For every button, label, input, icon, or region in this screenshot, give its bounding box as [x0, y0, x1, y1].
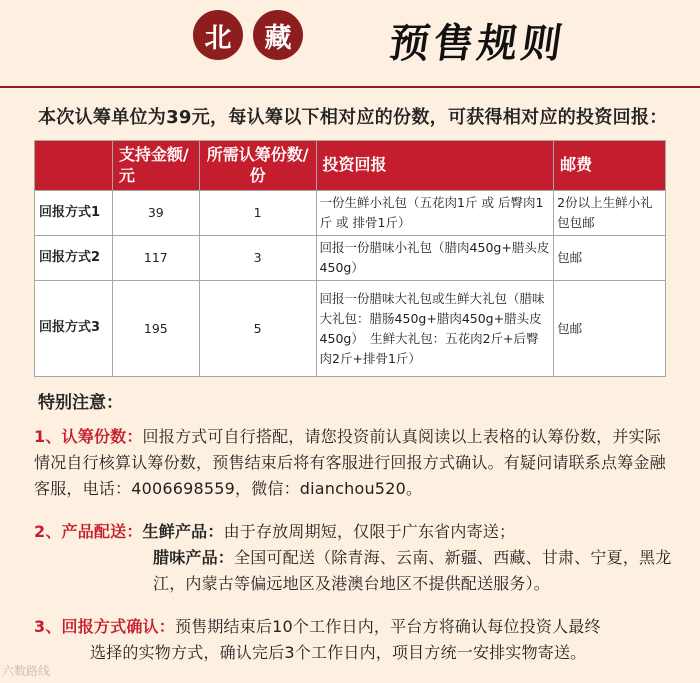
header-cell-amount: 支持金额/元 — [112, 141, 199, 191]
note-item-shares — [34, 424, 674, 502]
note-2-prefix: 2、产品配送： — [34, 522, 143, 541]
row-amount: 117 — [112, 236, 199, 281]
watermark: 六数路线 — [2, 664, 51, 678]
note-3-prefix: 3、回报方式确认： — [34, 617, 175, 636]
row-label: 回报方式3 — [35, 281, 113, 377]
intro-text: 本次认筹单位为39元，每认筹以下相对应的份数，可获得相对应的投资回报： — [38, 107, 668, 128]
cured-label: 腊味产品： — [153, 548, 235, 567]
table-header-row — [35, 141, 666, 191]
note-3-line2: 选择的实物方式，确认完后3个工作日内，项目方统一安排实物寄送。 — [90, 643, 587, 662]
header-cell-shares: 所需认筹份数/份 — [199, 141, 316, 191]
row-reward: 回报一份腊味大礼包或生鲜大礼包（腊味大礼包：腊肠450g+腊肉450g+腊头皮450g） 生鲜大礼包：五花肉2斤+后臀肉2斤+排骨1斤） — [316, 281, 554, 377]
reward-table — [34, 140, 666, 377]
table-row — [35, 236, 666, 281]
row-label: 回报方式2 — [35, 236, 113, 281]
row-postage: 2份以上生鲜小礼包包邮 — [554, 191, 666, 236]
note-item-delivery — [34, 519, 515, 545]
row-reward: 一份生鲜小礼包（五花肉1斤 或 后臀肉1斤 或 排骨1斤） — [316, 191, 554, 236]
cured-text: 全国可配送（除青海、云南、新疆、西藏、甘肃、宁夏，黑龙江，内蒙古等偏远地区及港澳台地区不提供配送服务）。 — [153, 548, 672, 593]
row-label: 回报方式1 — [35, 191, 113, 236]
seal-bei-text: 北 — [204, 22, 232, 54]
row-postage: 包邮 — [554, 236, 666, 281]
row-amount: 195 — [112, 281, 199, 377]
header-cell-label — [35, 141, 113, 191]
row-shares: 1 — [199, 191, 316, 236]
fresh-label: 生鲜产品： — [142, 522, 224, 541]
note-3-line1: 预售期结束后10个工作日内，平台方将确认每位投资人最终 — [174, 617, 601, 636]
row-shares: 5 — [199, 281, 316, 377]
seal-zang — [253, 10, 303, 60]
note-1-prefix: 1、认筹份数： — [34, 427, 143, 446]
note-item-delivery-cured — [153, 545, 673, 597]
row-reward: 回报一份腊味小礼包（腊肉450g+腊头皮450g） — [316, 236, 554, 281]
header — [0, 0, 700, 85]
table-row — [35, 191, 666, 236]
seal-bei — [193, 10, 243, 60]
header-cell-postage: 邮费 — [554, 141, 666, 191]
notes-title: 特别注意： — [38, 393, 123, 413]
seal-zang-text: 藏 — [264, 22, 292, 54]
header-divider — [0, 86, 700, 88]
row-amount: 39 — [112, 191, 199, 236]
row-postage: 包邮 — [554, 281, 666, 377]
page-title: 预售规则 — [386, 20, 569, 67]
note-1-text: 回报方式可自行搭配，请您投资前认真阅读以上表格的认筹份数，并实际情况自行核算认筹份数，预售结束后将有客服进行回报方式确认。有疑问请联系点筹金融客服，电话：4006698559，微信：dianchou520。 — [34, 427, 666, 498]
fresh-text: 由于存放周期短，仅限于广东省内寄送； — [223, 522, 516, 541]
table-row — [35, 281, 666, 377]
header-cell-reward: 投资回报 — [316, 141, 554, 191]
row-shares: 3 — [199, 236, 316, 281]
note-item-confirm — [34, 614, 674, 666]
